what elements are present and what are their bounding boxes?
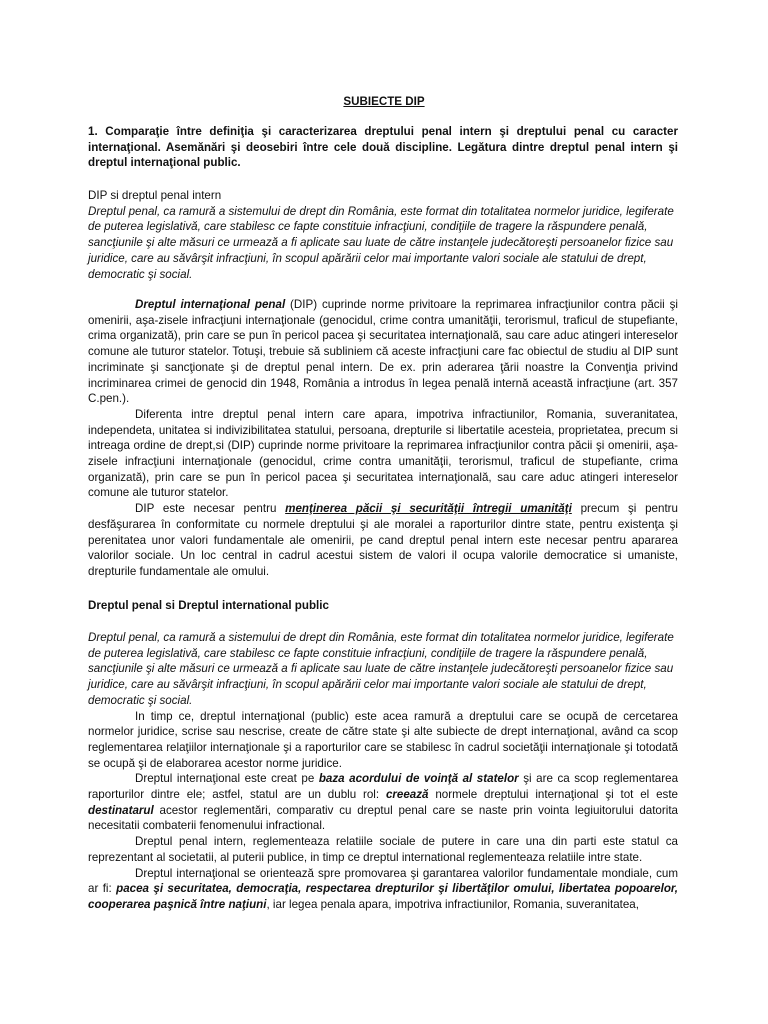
section-1: [88, 188, 678, 282]
paragraph-text: acestor reglementări, comparativ cu dreptul penal care se naste prin vointa legiuitorului datorita necesitatii combaterii fenomenului infractional.: [88, 803, 678, 833]
section-2-heading: Dreptul penal si Dreptul international public: [88, 599, 329, 612]
question-heading: 1. Comparaţie între definiţia şi caracterizarea dreptului penal intern şi dreptului penal cu caracter internaţional. Asemănări şi deosebiri între cele două discipline. Legătura dintre dreptul penal intern şi dreptul internaţional public.: [88, 125, 678, 170]
term-dip: Dreptul internaţional penal: [135, 298, 286, 311]
section-2-definition: Dreptul penal, ca ramură a sistemului de drept din România, este format din totalitatea normelor juridice, legiferate de puterea legislativă, care stabilesc ce fapte constituie infracţiuni, condiţiile de tragere la răspundere penală, sancţiunile şi alte măsuri ce urmează a fi aplicate sau luate de către instanţele judecătoreşti persoanelor fizice sau juridice, care au săvârşit infracţiuni, în scopul apărării celor mai importante valori sociale ale statului de drept, democratic şi social.: [88, 631, 674, 707]
section-1-body: [88, 297, 678, 580]
emphasis-text: destinatarul: [88, 803, 154, 817]
section-1-heading: DIP si dreptul penal intern: [88, 189, 222, 202]
emphasis-text: baza acordului de voinţă al statelor: [318, 772, 519, 786]
document-title: SUBIECTE DIP: [343, 95, 425, 108]
section-1-definition: Dreptul penal, ca ramură a sistemului de drept din România, este format din totalitatea normelor juridice, legiferate de puterea legislativă, care stabilesc ce fapte constituie infracţiuni, condiţiile de tragere la răspundere penală, sancţiunile şi alte măsuri ce urmează a fi aplicate sau luate de către instanţele judecătoreşti persoanelor fizice sau juridice, care au săvârşit infracţiuni, în scopul apărării celor mai importante valori sociale ale statului de drept, democratic şi social.: [88, 204, 674, 281]
emphasis-text: creează: [385, 788, 429, 802]
paragraph-text: Dreptul internaţional se orientează spre promovarea şi garantarea valorilor fundamentale mondiale, cum ar fi:: [88, 866, 678, 896]
paragraph-dip-definition: [88, 297, 678, 407]
paragraph-differences: Diferenta intre dreptul penal intern care apara, impotriva infractiunilor, Romania, suveranitatea, independeta, unitatea si indivizibilitatea statului, persoana, drepturile si libertatile acesteia, proprietatea, precum si intreaga ordine de drept,si (DIP) cuprinde norme privitoare la reprimarea infracţiunilor contra păcii şi omenirii, aşa-zisele infracţiuni internaţionale (genocidul, crime contra umanităţii, terorismul, traficul de stupefiante, crima organizată), prin care se pun în pericol pacea şi securitatea internaţională, sau care aduc atingeri intereselor comune ale tuturor statelor.: [88, 407, 678, 500]
emphasis-text: menţinerea păcii şi securităţii întregii umanităţi: [285, 502, 572, 516]
emphasis-text: pacea şi securitatea, democraţia, respectarea drepturilor şi libertăţilor omului, libertatea popoarelor, cooperarea paşnică între naţiuni: [88, 882, 678, 911]
paragraph-internal-law: Dreptul penal intern, reglementeaza relatiile sociale de putere in care una din parti este statul ca reprezentant al societatii, al puterii publice, in timp ce dreptul international reglementeaza relatiile intre state.: [88, 835, 678, 864]
paragraph-text: şi are ca scop reglementarea raporturilor dintre ele; astfel, statul are un dublu rol:: [88, 772, 679, 802]
paragraph-text: (DIP) cuprinde norme privitoare la reprimarea infracţiunilor contra păcii şi omenirii, aşa-zisele infracţiuni internaţionale (genocidul, crime contra umanităţii, terorismul, traficul de stupefiante, crima organizată), prin care se pun în pericol pacea şi securitatea internaţională, sau care aduc atingeri intereselor comune ale tuturor statelor. Totuşi, trebuie să subliniem că aceste infracţiuni care fac obiectul de studiu al DIP sunt incriminate şi sancţionate şi de dreptul penal intern. De ex. prin aderarea ţării noastre la Convenţia privind incriminarea crimei de genocid din 1948, România a introdus în legea penală internă această infracţiune (art. 357 C.pen.).: [88, 298, 678, 406]
paragraph-text: precum şi pentru desfăşurarea în conformitate cu normele dreptului şi ale moralei a raporturilor dintre state, pentru existenţa şi perenitatea unor valori fundamentale ale omenirii, pe cand dreptul penal intern este necesar pentru apararea valorilor sociale. Un loc central in cadrul acestui sistem de valori il ocupa valorile democratice si umaniste, drepturile fundamentale ale omului.: [88, 502, 678, 578]
section-2-body: [88, 630, 678, 913]
paragraph-text: Dreptul internaţional este creat pe: [135, 772, 319, 786]
paragraph-dip-necessity: [88, 501, 678, 580]
paragraph-text: , iar legea penala apara, impotriva infractiunilor, Romania, suveranitatea,: [266, 897, 639, 911]
paragraph-text: DIP este necesar pentru: [135, 502, 286, 516]
paragraph-fundamental-values: [88, 866, 678, 913]
paragraph-international-law: In timp ce, dreptul internaţional (public) este acea ramură a dreptului care se ocupă de cercetarea normelor juridice, scrise sau nescrise, create de către state şi alte subiecte de drept internaţional, având ca scop reglementarea relaţiilor internaţionale şi a raporturilor care se stabilesc în cadrul societăţii internaţionale şi totodată se ocupă şi de elaborarea acestor norme juridice.: [88, 709, 678, 770]
paragraph-will-of-states: [88, 771, 678, 834]
paragraph-text: normele dreptului internaţional şi tot el este: [428, 788, 678, 802]
